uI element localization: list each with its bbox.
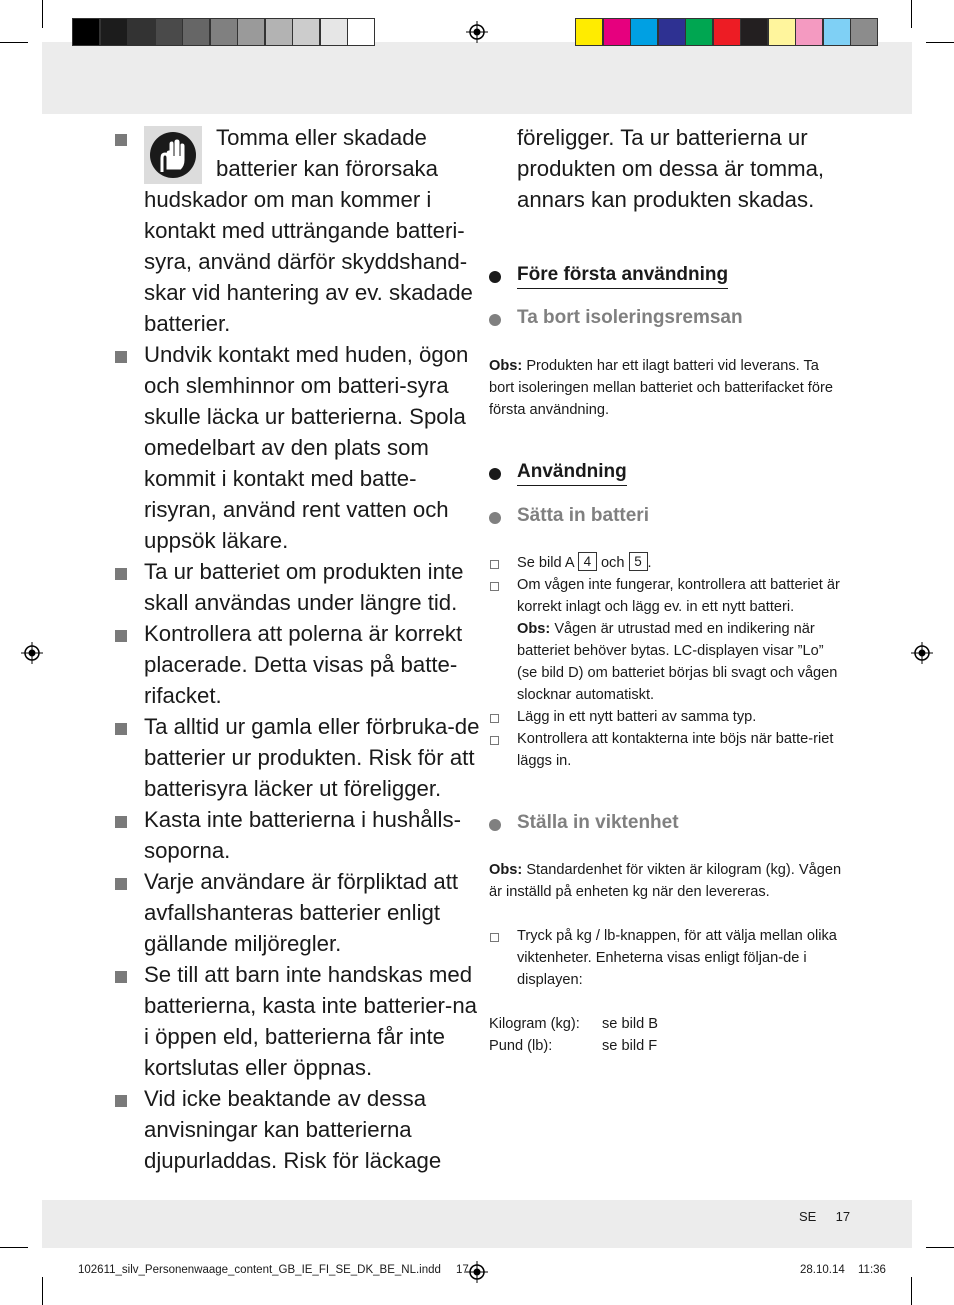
- checkbox-icon: [490, 736, 499, 745]
- bullet-dot-icon: [489, 468, 501, 480]
- crop-mark: [42, 0, 43, 28]
- checkbox-icon: [490, 933, 499, 942]
- color-swatch: [100, 18, 128, 46]
- list-item: [112, 556, 482, 618]
- slug-page: 17: [456, 1264, 469, 1276]
- units-table: [489, 1013, 658, 1057]
- page-number: 17: [835, 1209, 851, 1224]
- crop-mark: [911, 0, 912, 28]
- square-bullet-icon: [115, 351, 127, 363]
- registration-mark-icon: [21, 642, 43, 664]
- obs-label: Obs:: [489, 358, 523, 374]
- bullet-dot-icon: [489, 314, 501, 326]
- color-swatch: [823, 18, 851, 46]
- color-swatch: [127, 18, 155, 46]
- obs-text: Produkten har ett ilagt batteri vid leverans. Ta bort isoleringen mellan batteriet och batterifacket före första användning.: [489, 358, 833, 418]
- checkbox-icon: [490, 582, 499, 591]
- figure-ref: 5: [629, 552, 648, 571]
- square-bullet-icon: [115, 723, 127, 735]
- slug-time: 11:36: [858, 1264, 886, 1276]
- checkbox-icon: [490, 714, 499, 723]
- crop-mark: [926, 42, 954, 43]
- crop-mark: [0, 42, 28, 43]
- list-item: [112, 339, 482, 556]
- color-swatch: [210, 18, 238, 46]
- obs-strip-paragraph: [489, 355, 844, 421]
- color-swatch: [292, 18, 320, 46]
- figure-ref: 4: [578, 552, 597, 571]
- list-item-text: Se till att barn inte handskas med batterierna, kasta inte batterier-na i öppen eld, batterierna får inte kortslutas eller öppnas.: [144, 962, 477, 1080]
- square-bullet-icon: [115, 878, 127, 890]
- color-swatch: [768, 18, 796, 46]
- color-swatch: [630, 18, 658, 46]
- obs-unit-paragraph: Obs: Standardenhet för vikten är kilogram (kg). Vågen är inställd på enheten kg när den levereras.: [489, 862, 842, 900]
- square-bullet-icon: [115, 816, 127, 828]
- color-swatch: [850, 18, 878, 46]
- list-item: [112, 1083, 482, 1176]
- crop-mark: [911, 1277, 912, 1305]
- list-item: [112, 618, 482, 711]
- subheading-remove-strip: Ta bort isoleringsremsan: [489, 307, 743, 329]
- list-item: [112, 122, 482, 339]
- color-swatch: [713, 18, 741, 46]
- list-item-text: Varje användare är förpliktad att avfallshanteras batterier enligt gällande miljöregler.: [144, 869, 459, 956]
- list-item: [112, 959, 482, 1083]
- registration-mark-icon: [911, 642, 933, 664]
- color-swatch: [658, 18, 686, 46]
- registration-mark-icon: [466, 1261, 488, 1283]
- color-swatch: [237, 18, 265, 46]
- list-item: Tryck på kg / lb-knappen, för att välja mellan olika viktenheter. Enheterna visas enligt följan-de i displayen:: [489, 925, 844, 991]
- list-item: [112, 866, 482, 959]
- checkbox-icon: [490, 560, 499, 569]
- list-item-text: Vid icke beaktande av dessa anvisningar kan batterierna djupurladdas. Risk för läckage: [144, 1086, 442, 1173]
- color-swatch: [795, 18, 823, 46]
- continuation-text: föreligger. Ta ur batterierna ur produkten om dessa är tomma, annars kan produkten skadas.: [517, 125, 825, 212]
- list-item: Lägg in ett nytt batteri av samma typ.: [489, 706, 844, 728]
- color-swatch: [72, 18, 100, 46]
- heading-before-first-use: Före första användning: [489, 264, 728, 289]
- crop-mark: [0, 1247, 28, 1248]
- list-item: Om vågen inte fungerar, kontrollera att batteriet är korrekt inlagt och lägg ev. in ett nytt batteri. Obs: Vågen är utrustad med en indikering när batteriet behöver bytas. LC-displayen visar ”Lo” (se bild D) om batteriet börjas bli svagt och vågen slocknar automatiskt.: [489, 574, 844, 706]
- subheading-weight-unit: Ställa in viktenhet: [489, 812, 679, 834]
- color-swatch: [575, 18, 603, 46]
- footer-band: [42, 1200, 912, 1248]
- obs-label: Obs:: [517, 621, 551, 637]
- color-swatch: [320, 18, 348, 46]
- page-footer: [799, 1209, 850, 1224]
- list-item: [112, 804, 482, 866]
- list-item: Se bild A 4 och 5 .: [489, 552, 844, 574]
- bullet-dot-icon: [489, 819, 501, 831]
- color-swatch: [603, 18, 631, 46]
- heading-usage: Användning: [489, 461, 627, 486]
- list-item-text: Ta alltid ur gamla eller förbruka-de batterier ur produkten. Risk för att batterisyra läcker ut föreligger.: [144, 714, 480, 801]
- slug-filename: 102611_silv_Personenwaage_content_GB_IE_FI_SE_DK_BE_NL.indd: [78, 1264, 441, 1276]
- color-swatch: [347, 18, 375, 46]
- list-item: [112, 711, 482, 804]
- subheading-insert-battery: Sätta in batteri: [489, 505, 649, 527]
- square-bullet-icon: [115, 568, 127, 580]
- crop-mark: [926, 1247, 954, 1248]
- registration-mark-icon: [466, 21, 488, 43]
- square-bullet-icon: [115, 134, 127, 146]
- protective-gloves-icon: [144, 126, 202, 184]
- color-swatch: [685, 18, 713, 46]
- list-item-text: Kasta inte batterierna i hushålls-soporna.: [144, 807, 461, 863]
- list-item-text: Kontrollera att polerna är korrekt placerade. Detta visas på batte-rifacket.: [144, 621, 463, 708]
- color-swatch: [265, 18, 293, 46]
- crop-mark: [42, 1277, 43, 1305]
- list-item-text: Tomma eller skadade batterier kan förorsaka hudskador om man kommer i kontakt med utträngande batteri-syra, använd därför skyddshand-skar vid hantering av ev. skadade batterier.: [144, 125, 473, 336]
- obs-label: Obs:: [489, 862, 523, 878]
- color-swatch: [740, 18, 768, 46]
- unit-row: Kilogram (kg): se bild B: [489, 1016, 658, 1032]
- insert-battery-steps: [489, 552, 844, 772]
- square-bullet-icon: [115, 630, 127, 642]
- slug-date: 28.10.14: [800, 1264, 845, 1276]
- weight-unit-steps: [489, 925, 844, 991]
- list-item-text: Ta ur batteriet om produkten inte skall användas under längre tid.: [144, 559, 464, 615]
- safety-list: [112, 122, 482, 1176]
- list-item: Kontrollera att kontakterna inte böjs när batte-riet läggs in.: [489, 728, 844, 772]
- bullet-dot-icon: [489, 271, 501, 283]
- language-code: SE: [799, 1209, 817, 1224]
- unit-row: Pund (lb): se bild F: [489, 1038, 658, 1054]
- bullet-dot-icon: [489, 512, 501, 524]
- color-swatch: [182, 18, 210, 46]
- color-swatch: [155, 18, 183, 46]
- square-bullet-icon: [115, 1095, 127, 1107]
- header-band: [42, 42, 912, 114]
- list-item-text: Undvik kontakt med huden, ögon och slemhinnor om batteri-syra skulle läcka ur batterierna. Spola omedelbart av den plats som kommit i kontakt med batte-risyran, använd rent vatten och uppsök läkare.: [144, 342, 469, 553]
- square-bullet-icon: [115, 971, 127, 983]
